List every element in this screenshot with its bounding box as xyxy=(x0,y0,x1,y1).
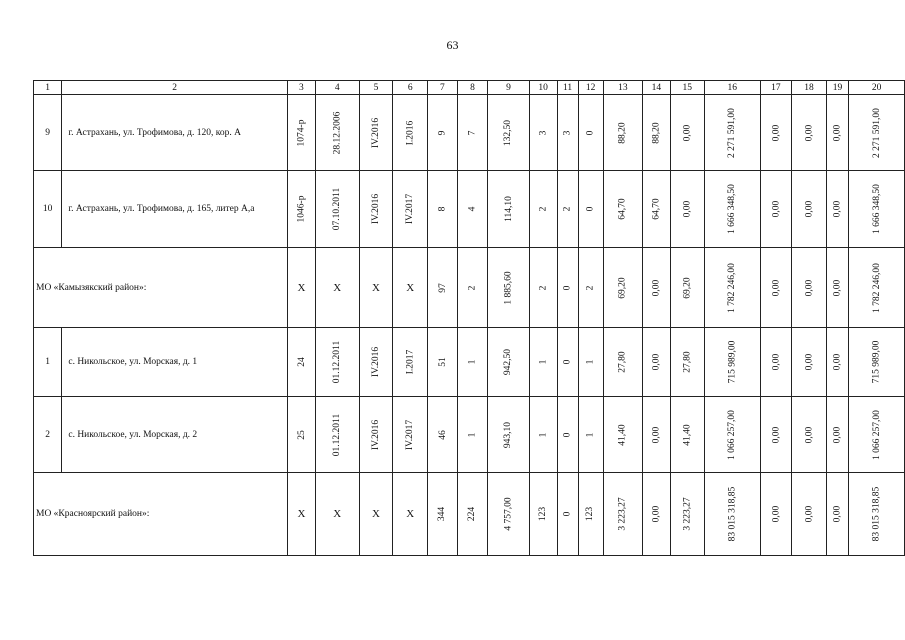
cell-text: 0 xyxy=(562,432,573,437)
column-header: 16 xyxy=(704,81,760,95)
cell-text: 344 xyxy=(437,506,448,522)
cell-c17 xyxy=(760,95,792,171)
cell-c5 xyxy=(359,473,393,556)
column-header: 20 xyxy=(849,81,905,95)
cell-text: 25 xyxy=(296,429,307,440)
municipality-label: МО «Камызякский район»: xyxy=(34,248,288,328)
cell-c6 xyxy=(393,397,428,473)
column-header: 15 xyxy=(670,81,704,95)
cell-text: 28.12.2006 xyxy=(332,111,343,154)
cell-text: 24 xyxy=(296,357,307,367)
cell-c6 xyxy=(393,171,428,248)
column-header: 9 xyxy=(488,81,529,95)
cell-text: 0 xyxy=(585,206,596,212)
cell-text: 943,10 xyxy=(503,421,514,448)
cell-text: 83 015 318,85 xyxy=(871,486,882,542)
cell-c6 xyxy=(393,248,428,328)
cell-c19 xyxy=(826,397,849,473)
cell-c12 xyxy=(578,95,603,171)
cell-c7 xyxy=(428,248,458,328)
column-header: 4 xyxy=(315,81,359,95)
cell-text: IV.2016 xyxy=(371,193,382,225)
subtotal-row xyxy=(34,248,905,328)
cell-c8 xyxy=(457,171,488,248)
cell-text: 0,00 xyxy=(770,279,781,296)
cell-c11 xyxy=(557,248,578,328)
cell-c17 xyxy=(760,248,792,328)
row-number: 1 xyxy=(34,328,62,397)
cell-text: 715 989,00 xyxy=(727,340,738,384)
column-header: 13 xyxy=(603,81,643,95)
cell-c18 xyxy=(792,328,826,397)
cell-c20 xyxy=(849,397,905,473)
cell-text: 0 xyxy=(562,359,573,365)
cell-c3 xyxy=(287,248,315,328)
cell-text: 123 xyxy=(585,506,596,522)
column-header: 2 xyxy=(62,81,288,95)
cell-c5 xyxy=(359,397,393,473)
cell-c7 xyxy=(428,328,458,397)
cell-c10 xyxy=(529,95,557,171)
cell-c11 xyxy=(557,95,578,171)
cell-text: 46 xyxy=(437,429,448,440)
cell-text: 0,00 xyxy=(803,124,814,141)
cell-c4 xyxy=(315,328,359,397)
cell-text: 64,70 xyxy=(651,198,662,220)
cell-c15 xyxy=(670,95,704,171)
cell-text: 64,70 xyxy=(617,198,628,220)
cell-c8 xyxy=(457,397,488,473)
cell-text: 07.10.2011 xyxy=(332,187,343,231)
cell-text: 4 757,00 xyxy=(503,497,514,531)
cell-text: 8 xyxy=(437,206,448,212)
cell-text: X xyxy=(333,508,342,520)
cell-text: 0,00 xyxy=(803,426,814,443)
cell-text: 0,00 xyxy=(651,279,662,296)
cell-text: 0,00 xyxy=(832,200,843,218)
cell-text: 1074-р xyxy=(296,119,307,146)
column-header: 3 xyxy=(287,81,315,95)
cell-c3 xyxy=(287,328,315,397)
cell-c3 xyxy=(287,397,315,473)
row-number: 9 xyxy=(34,95,62,171)
cell-text: 41,40 xyxy=(617,423,628,446)
table-row xyxy=(34,328,905,397)
cell-c9 xyxy=(488,248,529,328)
cell-c4 xyxy=(315,95,359,171)
cell-c17 xyxy=(760,473,792,556)
cell-text: 2 xyxy=(538,285,549,290)
cell-text: 41,40 xyxy=(682,423,693,446)
cell-text: 0,00 xyxy=(770,124,781,141)
cell-text: X xyxy=(406,508,415,520)
cell-text: 0 xyxy=(585,130,596,135)
cell-text: 88,20 xyxy=(617,121,628,144)
cell-text: 1 066 257,00 xyxy=(871,409,882,460)
cell-text: 2 xyxy=(538,206,549,212)
table-row xyxy=(34,397,905,473)
cell-text: 0,00 xyxy=(832,124,843,141)
cell-text: I.2017 xyxy=(405,349,416,375)
cell-c10 xyxy=(529,473,557,556)
cell-c11 xyxy=(557,473,578,556)
cell-c16 xyxy=(704,473,760,556)
cell-text: 1 xyxy=(585,432,596,437)
column-header: 1 xyxy=(34,81,62,95)
cell-c15 xyxy=(670,328,704,397)
cell-c16 xyxy=(704,397,760,473)
cell-c5 xyxy=(359,95,393,171)
cell-text: 3 223,27 xyxy=(682,497,693,531)
cell-text: 9 xyxy=(437,130,448,135)
housing-register-table xyxy=(33,80,905,556)
column-header: 10 xyxy=(529,81,557,95)
cell-c16 xyxy=(704,248,760,328)
cell-text: 4 xyxy=(467,206,478,212)
column-header: 11 xyxy=(557,81,578,95)
address-cell: с. Никольское, ул. Морская, д. 1 xyxy=(62,328,288,397)
cell-text: 0,00 xyxy=(803,279,814,296)
cell-text: IV.2017 xyxy=(405,419,416,450)
cell-c7 xyxy=(428,171,458,248)
cell-c19 xyxy=(826,473,849,556)
cell-c13 xyxy=(603,171,643,248)
cell-c17 xyxy=(760,397,792,473)
cell-c5 xyxy=(359,171,393,248)
cell-text: 0,00 xyxy=(770,426,781,443)
cell-text: 1 885,60 xyxy=(503,270,514,305)
cell-text: X xyxy=(372,281,380,294)
cell-c17 xyxy=(760,171,792,248)
cell-text: 2 xyxy=(585,285,596,290)
row-number: 2 xyxy=(34,397,62,473)
cell-text: 0,00 xyxy=(832,353,843,371)
cell-c16 xyxy=(704,171,760,248)
cell-c5 xyxy=(359,248,393,328)
cell-c13 xyxy=(603,248,643,328)
cell-text: X xyxy=(297,281,306,294)
cell-text: 0 xyxy=(562,511,573,517)
cell-c13 xyxy=(603,397,643,473)
cell-text: 0,00 xyxy=(770,505,781,523)
cell-text: 27,80 xyxy=(682,351,693,373)
cell-text: 51 xyxy=(437,357,448,367)
cell-text: 01.12.2011 xyxy=(332,340,343,384)
cell-c14 xyxy=(643,171,671,248)
cell-text: 0,00 xyxy=(651,505,662,523)
cell-c14 xyxy=(643,473,671,556)
cell-text: 0,00 xyxy=(682,124,693,141)
cell-text: 114,10 xyxy=(503,196,514,222)
cell-text: 0,00 xyxy=(682,200,693,218)
cell-c10 xyxy=(529,171,557,248)
cell-text: 7 xyxy=(467,130,478,135)
cell-text: X xyxy=(333,281,342,294)
column-header: 8 xyxy=(457,81,488,95)
cell-c11 xyxy=(557,328,578,397)
column-header: 12 xyxy=(578,81,603,95)
cell-text: 0,00 xyxy=(803,200,814,218)
cell-text: 1 xyxy=(538,432,549,437)
cell-c11 xyxy=(557,397,578,473)
cell-c4 xyxy=(315,171,359,248)
cell-text: 2 xyxy=(467,285,478,290)
cell-text: 83 015 318,85 xyxy=(727,486,738,542)
cell-c8 xyxy=(457,473,488,556)
cell-text: 3 xyxy=(538,130,549,135)
cell-c10 xyxy=(529,397,557,473)
cell-text: IV.2016 xyxy=(371,419,382,450)
column-header: 18 xyxy=(792,81,826,95)
cell-c18 xyxy=(792,473,826,556)
cell-text: 2 271 591,00 xyxy=(871,107,882,158)
cell-text: 132,50 xyxy=(503,119,514,146)
cell-c20 xyxy=(849,328,905,397)
cell-c7 xyxy=(428,473,458,556)
cell-c12 xyxy=(578,248,603,328)
cell-c10 xyxy=(529,328,557,397)
column-header: 14 xyxy=(643,81,671,95)
cell-c14 xyxy=(643,95,671,171)
cell-text: 88,20 xyxy=(651,121,662,144)
cell-text: 942,50 xyxy=(503,348,514,376)
cell-text: 1 066 257,00 xyxy=(727,409,738,460)
cell-c4 xyxy=(315,397,359,473)
cell-text: 224 xyxy=(467,506,478,522)
cell-c14 xyxy=(643,397,671,473)
cell-c15 xyxy=(670,397,704,473)
cell-text: 0,00 xyxy=(803,353,814,371)
cell-c12 xyxy=(578,328,603,397)
cell-c8 xyxy=(457,328,488,397)
cell-c20 xyxy=(849,473,905,556)
cell-text: X xyxy=(372,508,380,520)
cell-text: 3 223,27 xyxy=(617,497,628,531)
cell-text: 3 xyxy=(562,130,573,135)
cell-c18 xyxy=(792,171,826,248)
cell-text: X xyxy=(406,281,415,294)
cell-text: 0,00 xyxy=(770,353,781,371)
cell-c17 xyxy=(760,328,792,397)
cell-text: 27,80 xyxy=(617,351,628,373)
cell-text: 69,20 xyxy=(682,276,693,299)
cell-text: 715 989,00 xyxy=(871,340,882,384)
cell-text: 01.12.2011 xyxy=(332,413,343,456)
cell-c15 xyxy=(670,473,704,556)
cell-c5 xyxy=(359,328,393,397)
address-cell: г. Астрахань, ул. Трофимова, д. 120, кор. А xyxy=(62,95,288,171)
cell-text: 1 666 348,50 xyxy=(727,184,738,234)
cell-text: 1 xyxy=(585,359,596,365)
address-cell: с. Никольское, ул. Морская, д. 2 xyxy=(62,397,288,473)
cell-c11 xyxy=(557,171,578,248)
cell-c18 xyxy=(792,95,826,171)
cell-c16 xyxy=(704,95,760,171)
cell-c6 xyxy=(393,95,428,171)
cell-c8 xyxy=(457,248,488,328)
cell-text: 1 xyxy=(467,432,478,437)
column-header: 5 xyxy=(359,81,393,95)
cell-text: X xyxy=(297,508,306,520)
page-number: 63 xyxy=(446,38,459,52)
cell-text: IV.2016 xyxy=(371,346,382,378)
cell-c15 xyxy=(670,171,704,248)
cell-text: 0 xyxy=(562,285,573,290)
column-header: 7 xyxy=(428,81,458,95)
column-header: 17 xyxy=(760,81,792,95)
column-header: 6 xyxy=(393,81,428,95)
cell-c9 xyxy=(488,397,529,473)
cell-text: 1 782 246,00 xyxy=(727,262,738,313)
row-number: 10 xyxy=(34,171,62,248)
cell-text: 0,00 xyxy=(803,505,814,523)
cell-c20 xyxy=(849,248,905,328)
cell-c19 xyxy=(826,171,849,248)
cell-text: 1 666 348,50 xyxy=(871,184,882,234)
cell-c9 xyxy=(488,95,529,171)
cell-text: 1 xyxy=(538,359,549,365)
cell-c18 xyxy=(792,248,826,328)
cell-text: 1046-р xyxy=(296,195,307,223)
cell-c7 xyxy=(428,397,458,473)
cell-c13 xyxy=(603,473,643,556)
cell-text: 2 271 591,00 xyxy=(727,107,738,158)
cell-c10 xyxy=(529,248,557,328)
cell-text: I.2016 xyxy=(405,120,416,145)
cell-text: 97 xyxy=(437,282,448,293)
cell-c7 xyxy=(428,95,458,171)
cell-c3 xyxy=(287,473,315,556)
cell-text: IV.2016 xyxy=(371,117,382,148)
column-header: 19 xyxy=(826,81,849,95)
cell-c9 xyxy=(488,171,529,248)
cell-text: 1 782 246,00 xyxy=(871,262,882,313)
address-cell: г. Астрахань, ул. Трофимова, д. 165, литер А,а xyxy=(62,171,288,248)
cell-c19 xyxy=(826,95,849,171)
cell-c13 xyxy=(603,95,643,171)
table-row xyxy=(34,95,905,171)
cell-text: 0,00 xyxy=(832,279,843,296)
cell-text: IV.2017 xyxy=(405,193,416,225)
cell-text: 1 xyxy=(467,359,478,365)
cell-text: 0,00 xyxy=(651,353,662,371)
table-row xyxy=(34,171,905,248)
cell-c6 xyxy=(393,473,428,556)
cell-text: 123 xyxy=(538,506,549,522)
cell-c9 xyxy=(488,473,529,556)
cell-c9 xyxy=(488,328,529,397)
cell-c8 xyxy=(457,95,488,171)
cell-c13 xyxy=(603,328,643,397)
cell-c3 xyxy=(287,95,315,171)
cell-c16 xyxy=(704,328,760,397)
municipality-label: МО «Красноярский район»: xyxy=(34,473,288,556)
cell-c4 xyxy=(315,473,359,556)
cell-text: 2 xyxy=(562,206,573,212)
cell-c20 xyxy=(849,171,905,248)
column-number-header-row xyxy=(34,81,905,95)
cell-c12 xyxy=(578,473,603,556)
cell-c19 xyxy=(826,328,849,397)
cell-c14 xyxy=(643,248,671,328)
cell-c19 xyxy=(826,248,849,328)
cell-c15 xyxy=(670,248,704,328)
cell-c14 xyxy=(643,328,671,397)
cell-c6 xyxy=(393,328,428,397)
cell-c12 xyxy=(578,397,603,473)
cell-c20 xyxy=(849,95,905,171)
cell-c4 xyxy=(315,248,359,328)
cell-c12 xyxy=(578,171,603,248)
cell-text: 0,00 xyxy=(651,426,662,443)
cell-c3 xyxy=(287,171,315,248)
subtotal-row xyxy=(34,473,905,556)
cell-text: 69,20 xyxy=(617,276,628,299)
cell-text: 0,00 xyxy=(770,200,781,218)
cell-text: 0,00 xyxy=(832,426,843,443)
cell-text: 0,00 xyxy=(832,505,843,523)
cell-c18 xyxy=(792,397,826,473)
